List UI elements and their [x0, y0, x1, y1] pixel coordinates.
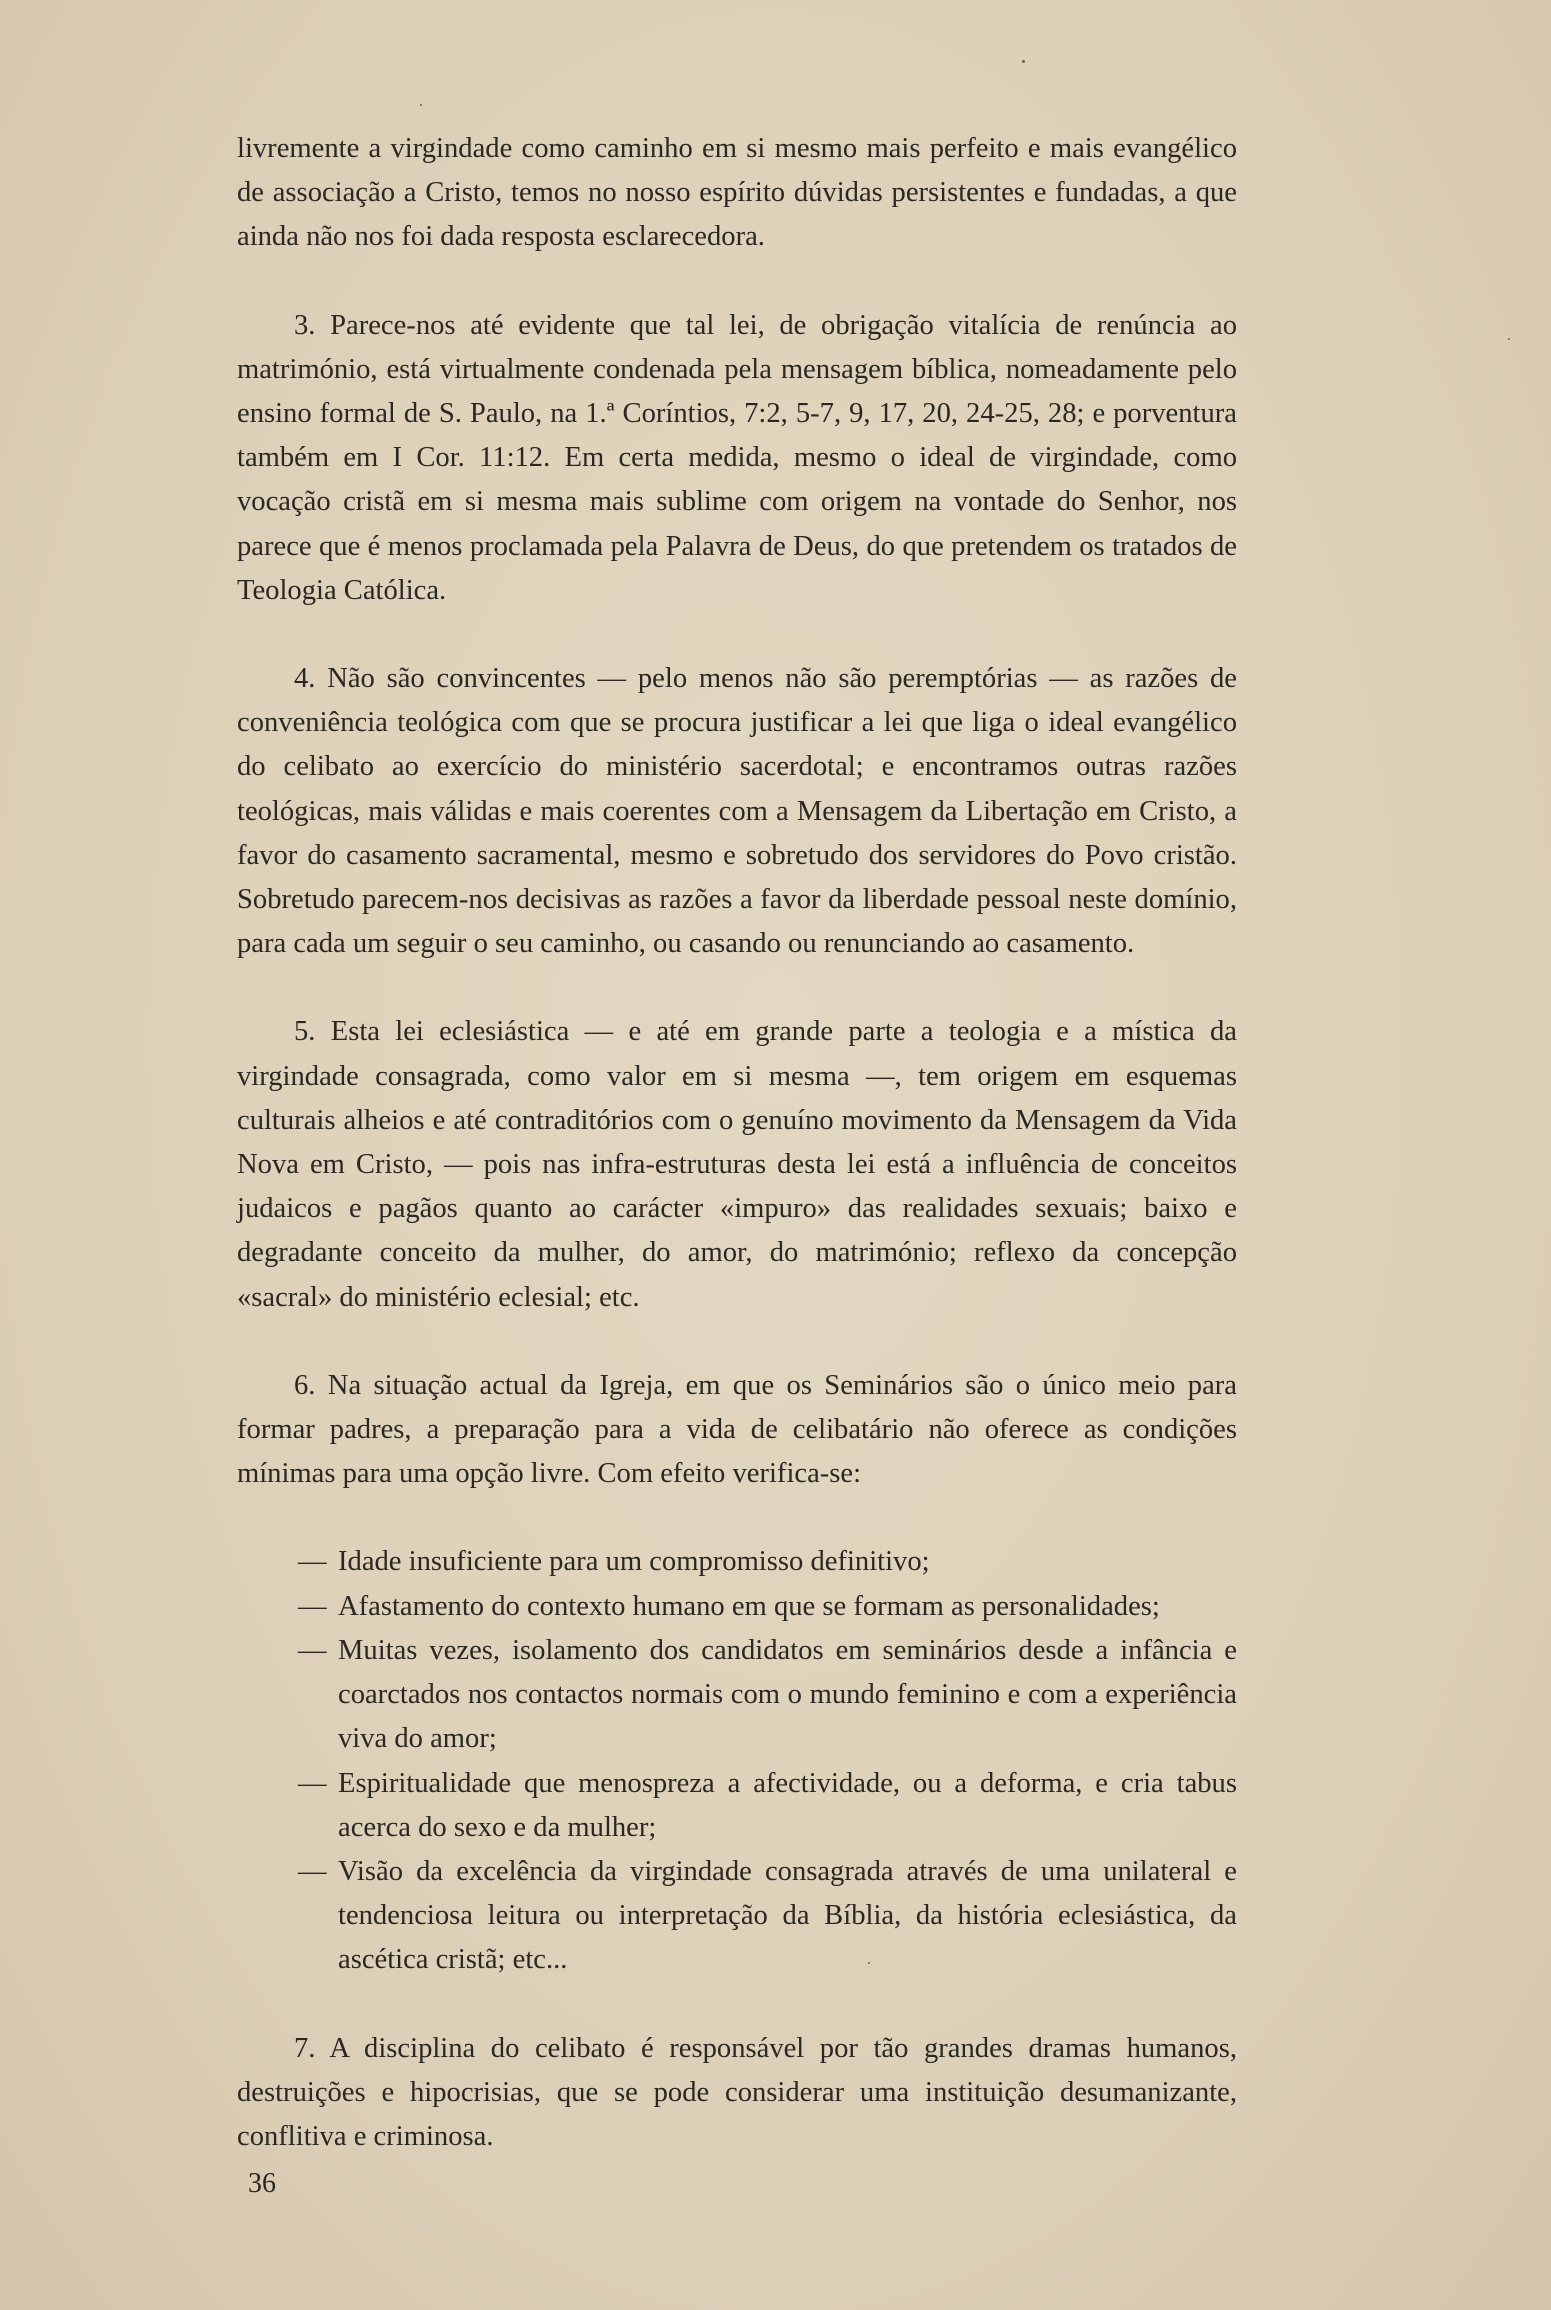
opening-paragraph: livremente a virgindade como caminho em si mesmo mais perfeito e mais evangélico de associação a Cristo, temos no nosso espírito dúvidas persistentes e fundadas, a que ainda não nos foi dada resposta esclarecedora. [237, 133, 1237, 253]
paragraph-6: 6. Na situação actual da Igreja, em que os Seminários são o único meio para formar padres, a preparação para a vida de celibatário não oferece as condições mínimas para uma opção livre. Com efeito verifica-se: [237, 1369, 1237, 1490]
conditions-list [237, 1540, 1237, 1982]
dash-mark: — [298, 1634, 327, 1666]
document-body [237, 127, 1237, 2159]
dash-mark: — [298, 1767, 327, 1799]
paper-speck [1022, 60, 1025, 63]
list-item-text: Espiritualidade que menospreza a afectividade, ou a deforma, e cria tabus acerca do sexo e da mulher; [338, 1767, 1237, 1843]
list-item-text: Idade insuficiente para um compromisso definitivo; [338, 1546, 930, 1578]
list-item [237, 1585, 1237, 1629]
list-item [237, 1540, 1237, 1584]
list-item-text: Muitas vezes, isolamento dos candidatos em seminários desde a infância e coarctados nos contactos normais com o mundo feminino e com a experiência viva do amor; [338, 1634, 1237, 1755]
paragraph-3: 3. Parece-nos até evidente que tal lei, de obrigação vitalícia de renúncia ao matrimónio, está virtualmente condenada pela mensagem bíblica, nomeadamente pelo ensino formal de S. Paulo, na 1.ª Coríntios, 7:2, 5-7, 9, 17, 20, 24-25, 28; e porventura também em I Cor. 11:12. Em certa medida, mesmo o ideal de virgindade, como vocação cristã em si mesma mais sublime com origem na vontade do Senhor, nos parece que é menos proclamada pela Palavra de Deus, do que pretendem os tratados de Teologia Católica. [237, 309, 1237, 606]
paragraph-4: 4. Não são convincentes — pelo menos não são peremptórias — as razões de conveniência teológica com que se procura justificar a lei que liga o ideal evangélico do celibato ao exercício do ministério sacerdotal; e encontramos outras razões teológicas, mais válidas e mais coerentes com a Mensagem da Libertação em Cristo, a favor do casamento sacramental, mesmo e sobretudo dos servidores do Povo cristão. Sobretudo parecem-nos decisivas as razões a favor da liberdade pessoal neste domínio, para cada um seguir o seu caminho, ou casando ou renunciando ao casamento. [237, 663, 1237, 960]
dash-mark: — [298, 1590, 327, 1622]
paragraph-7: 7. A disciplina do celibato é responsável por tão grandes dramas humanos, destruições e hipocrisias, que se pode considerar uma instituição desumanizante, conflitiva e criminosa. [237, 2032, 1237, 2152]
paper-speck [420, 104, 422, 106]
list-item [237, 1629, 1237, 1762]
list-item [237, 1762, 1237, 1850]
list-item-text: Visão da excelência da virgindade consagrada através de uma unilateral e tendenciosa leitura ou interpretação da Bíblia, da história eclesiástica, da ascética cristã; etc... [338, 1855, 1237, 1976]
paragraph-5: 5. Esta lei eclesiástica — e até em grande parte a teologia e a mística da virgindade consagrada, como valor em si mesma —, tem origem em esquemas culturais alheios e até contraditórios com o genuíno movimento da Mensagem da Vida Nova em Cristo, — pois nas infra-estruturas desta lei está a influência de conceitos judaicos e pagãos quanto ao carácter «impuro» das realidades sexuais; baixo e degradante conceito da mulher, do amor, do matrimónio; reflexo da concepção «sacral» do ministério eclesial; etc. [237, 1016, 1237, 1313]
page-number: 36 [248, 2168, 276, 2199]
dash-mark: — [298, 1546, 327, 1578]
paper-speck [1508, 338, 1510, 340]
paper-speck [868, 1962, 870, 1964]
list-item-text: Afastamento do contexto humano em que se formam as personalidades; [338, 1590, 1160, 1622]
dash-mark: — [298, 1855, 327, 1887]
list-item [237, 1850, 1237, 1983]
